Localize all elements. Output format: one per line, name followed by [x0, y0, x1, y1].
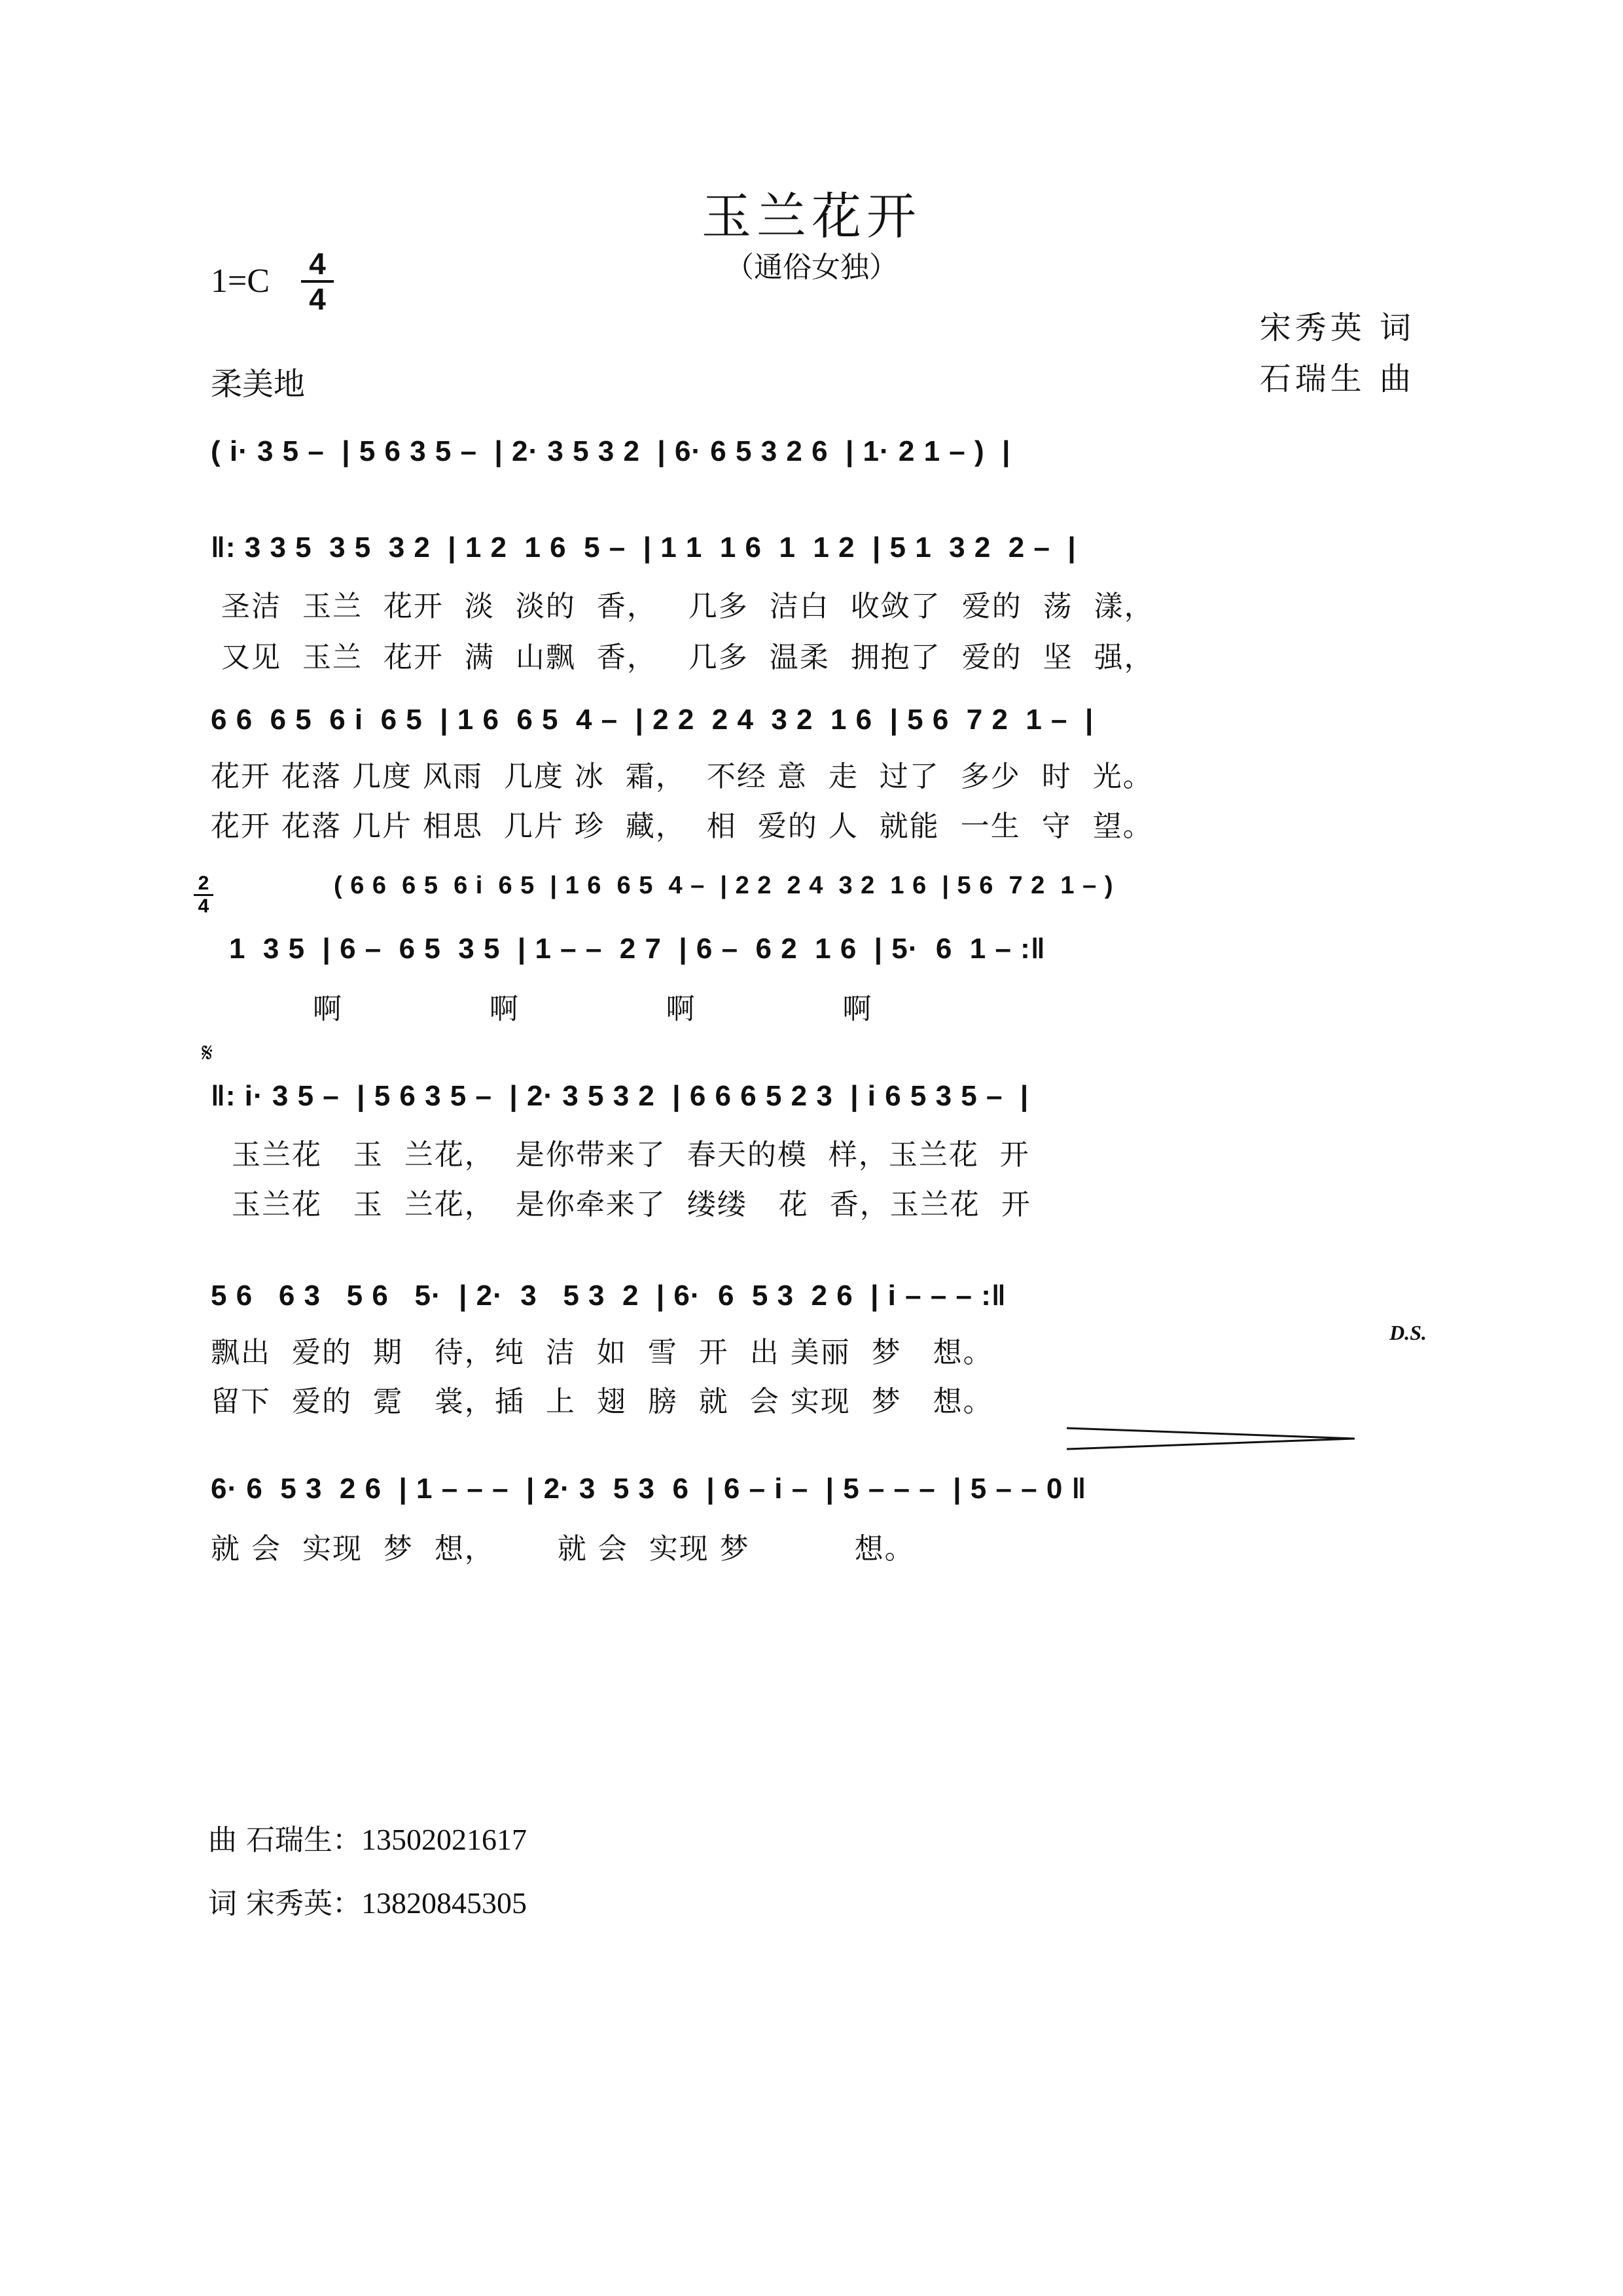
- lyrics-row-2-verse-1: 圣洁 玉兰 花开 淡 淡的 香， 几多 洁白 收敛了 爱的 荡 漾，: [211, 590, 1154, 623]
- contact-lyricist-label: 词 宋秀英：: [208, 1887, 361, 1920]
- lyrics-row-3-verse-1: 花开 花落 几度 风雨 几度 冰 霜， 不经 意 走 过了 多少 时 光。: [211, 760, 1153, 793]
- tempo-marking: 柔美地: [211, 366, 306, 403]
- lyrics-row-5-verse-2: 玉兰花 玉 兰花， 是你牵来了 缕缕 花 香，玉兰花 开: [211, 1188, 1031, 1221]
- key-signature: 1=C: [211, 262, 270, 300]
- notation-row-5: ‖: i· 3 5 – | 5 6 3 5 – | 2· 3 5 3 2 | 6 6 6 5 2 3 | i 6 5 3 5 – |: [211, 1080, 1029, 1112]
- lyrics-row-5-verse-1: 玉兰花 玉 兰花， 是你带来了 春天的模 样，玉兰花 开: [211, 1138, 1030, 1172]
- lyrics-row-6-verse-2: 留下 爱的 霓 裳，插 上 翅 膀 就 会 实现 梦 想。: [211, 1385, 993, 1418]
- lyrics-row-2-verse-2: 又见 玉兰 花开 满 山飘 香， 几多 温柔 拥抱了 爱的 坚 强，: [211, 641, 1154, 674]
- notation-row-7: 6· 6 5 3 2 6 | 1 – – – | 2· 3 5 3 6 | 6 – i – | 5 – – – | 5 – – 0 ‖: [211, 1473, 1087, 1505]
- composer-credit: 石瑞生 曲: [1259, 361, 1415, 397]
- decrescendo-mark: [1067, 1426, 1361, 1452]
- time-signature-top: 4: [309, 247, 326, 281]
- dal-segno-mark: D.S.: [1389, 1321, 1427, 1344]
- lyricist-credit: 宋秀英 词: [1259, 310, 1415, 346]
- time-signature: [301, 249, 334, 314]
- lyrics-row-3-verse-2: 花开 花落 几片 相思 几片 珍 藏， 相 爱的 人 就能 一生 守 望。: [211, 810, 1153, 843]
- contact-composer-number: 13502021617: [361, 1823, 527, 1856]
- notation-row-2: ‖: 3 3 5 3 5 3 2 | 1 2 1 6 5 – | 1 1 1 6 1 1 2 | 5 1 3 2 2 – |: [211, 531, 1077, 564]
- notation-row-6: 5 6 6 3 5 6 5· | 2· 3 5 3 2 | 6· 6 5 3 2 6 | i – – – :‖: [211, 1280, 1007, 1312]
- notation-row-4-accompaniment: ( 6 6 6 5 6 i 6 5 | 1 6 6 5 4 – | 2 2 2 4 3 2 1 6 | 5 6 7 2 1 – ): [334, 872, 1114, 899]
- time-signature-bottom: 4: [309, 282, 326, 316]
- notation-row-1: ( i· 3 5 – | 5 6 3 5 – | 2· 3 5 3 2 | 6· 6 5 3 2 6 | 1· 2 1 – ) |: [211, 435, 1011, 467]
- time-signature-change: 2 4: [194, 874, 213, 916]
- lyrics-row-7: 就 会 实现 梦 想， 就 会 实现 梦 想。: [211, 1532, 915, 1566]
- notation-row-3: 6 6 6 5 6 i 6 5 | 1 6 6 5 4 – | 2 2 2 4 3 2 1 6 | 5 6 7 2 1 – |: [211, 704, 1094, 736]
- contact-lyricist-number: 13820845305: [361, 1886, 527, 1920]
- song-title: 玉兰花开: [702, 187, 921, 245]
- song-subtitle: （通俗女独）: [725, 251, 898, 284]
- lyrics-row-6-verse-1: 飘出 爱的 期 待，纯 洁 如 雪 开 出 美丽 梦 想。: [211, 1336, 993, 1369]
- segno-mark: 𝄋: [202, 1038, 213, 1067]
- contact-composer: [208, 1816, 527, 1858]
- contact-lyricist: [208, 1880, 527, 1922]
- lyrics-row-4: 啊 啊 啊 啊: [229, 992, 873, 1026]
- contact-composer-label: 曲 石瑞生：: [208, 1823, 361, 1857]
- notation-row-4: 1 3 5 | 6 – 6 5 3 5 | 1 – – 2 7 | 6 – 6 2 1 6 | 5· 6 1 – :‖: [229, 933, 1046, 965]
